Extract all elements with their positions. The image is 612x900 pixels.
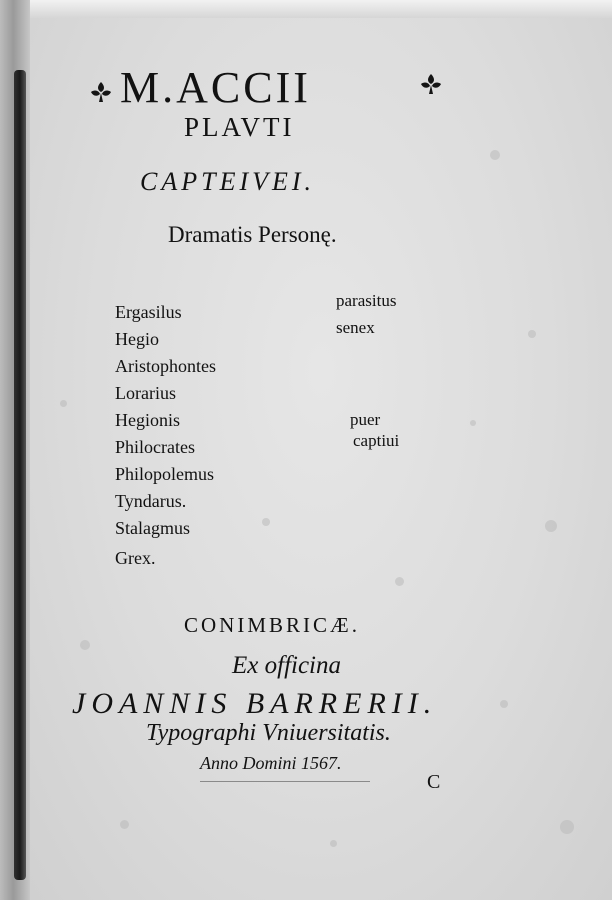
persona-name: Tyndarus.	[115, 491, 187, 511]
persona-role: senex	[336, 318, 375, 337]
imprint-printer: JOANNIS BARRERII.	[72, 687, 438, 720]
persona-name: Grex.	[115, 548, 156, 568]
persona-name: Philopolemus	[115, 464, 215, 484]
work-title-name: M.ACCII	[120, 63, 311, 112]
page-top-edge	[0, 0, 612, 18]
foxing-stain	[560, 820, 574, 834]
author-name: PLAVTI	[184, 112, 295, 142]
foxing-stain	[262, 518, 270, 526]
imprint-place: CONIMBRICÆ.	[184, 613, 360, 637]
foxing-stain	[395, 577, 404, 586]
dramatis-personae-heading: Dramatis Personę.	[168, 222, 337, 247]
persona-role: captiui	[353, 431, 400, 450]
imprint-underline	[200, 781, 370, 782]
signature-mark: C	[427, 771, 441, 793]
foxing-stain	[470, 420, 476, 426]
foxing-stain	[528, 330, 536, 338]
persona-name: Hegio	[115, 329, 159, 349]
foxing-stain	[490, 150, 500, 160]
fleuron-right-icon	[418, 72, 444, 96]
persona-name: Aristophontes	[115, 356, 216, 376]
persona-name: Hegionis	[115, 410, 180, 430]
foxing-stain	[80, 640, 90, 650]
foxing-stain	[120, 820, 129, 829]
persona-name: Philocrates	[115, 437, 195, 457]
imprint-ex-officina: Ex officina	[232, 652, 341, 679]
imprint-typographi: Typographi Vniuersitatis.	[146, 720, 391, 746]
foxing-stain	[545, 520, 557, 532]
persona-name: Ergasilus	[115, 302, 182, 322]
fleuron-left-icon	[88, 80, 114, 104]
persona-role: parasitus	[336, 291, 397, 310]
foxing-stain	[60, 400, 67, 407]
foxing-stain	[330, 840, 337, 847]
play-title: CAPTEIVEI.	[140, 167, 316, 196]
imprint-year: Anno Domini 1567.	[200, 753, 342, 773]
foxing-stain	[500, 700, 508, 708]
persona-name: Lorarius	[115, 383, 176, 403]
book-spine	[0, 0, 30, 900]
persona-name: Stalagmus	[115, 518, 190, 538]
spine-gutter-shadow	[14, 70, 26, 880]
persona-role: puer	[350, 410, 381, 429]
